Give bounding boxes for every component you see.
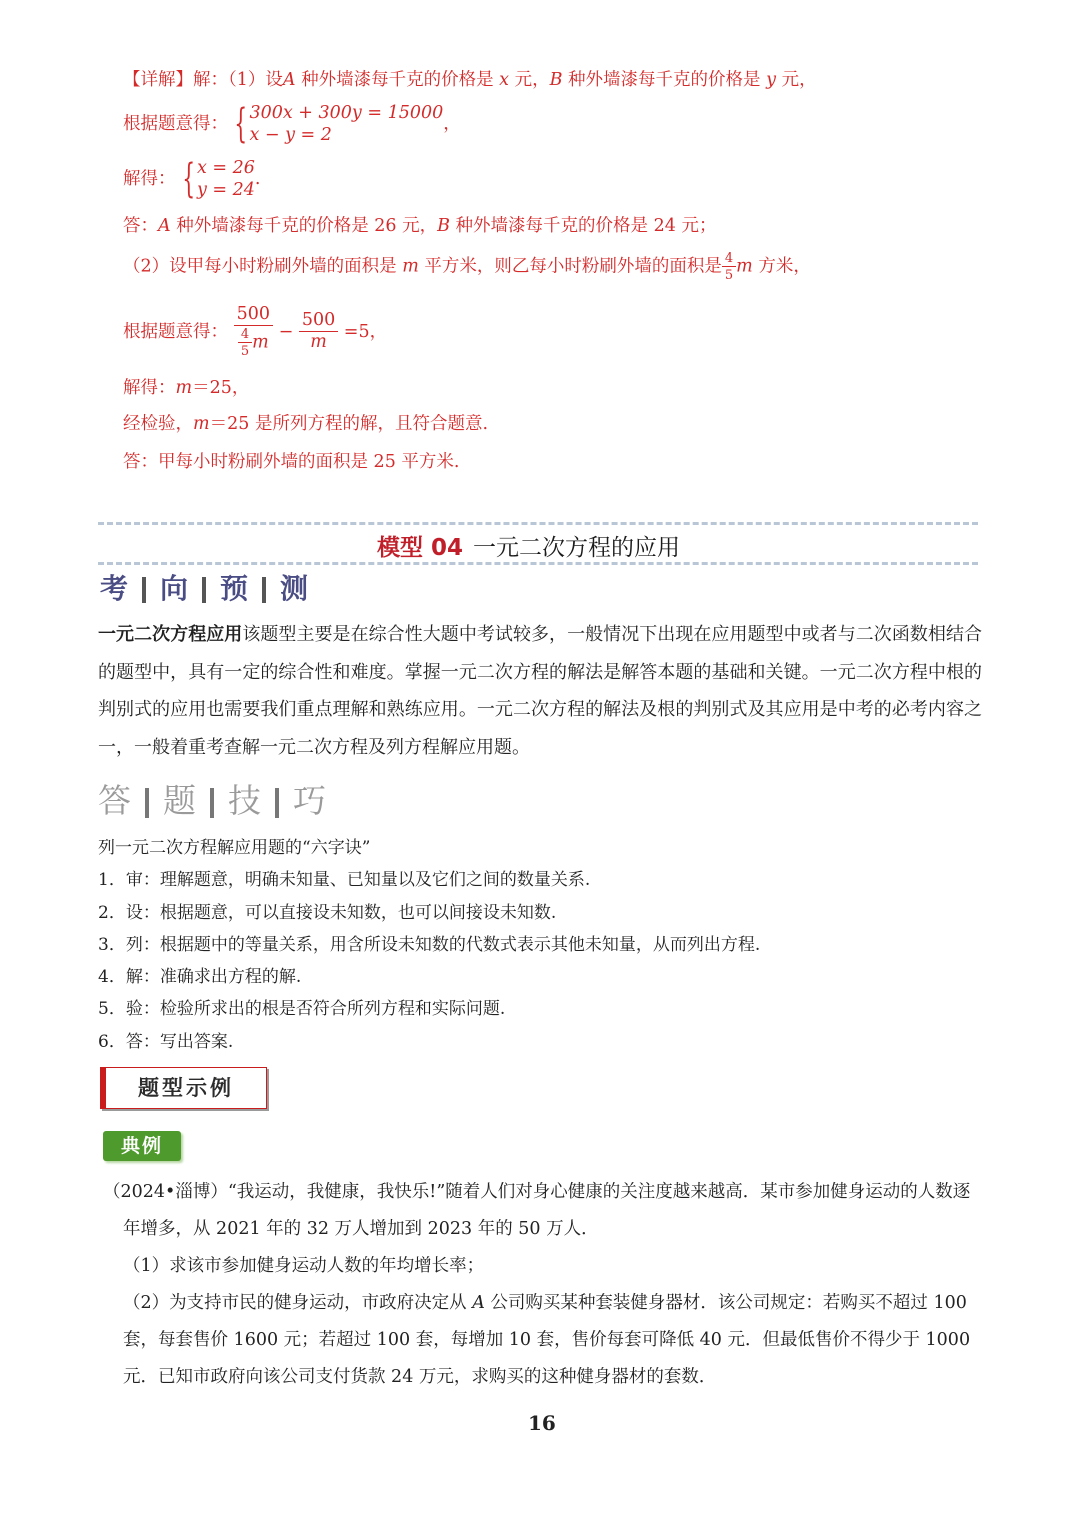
tips-heading: 答 题 技 巧 [98, 781, 326, 820]
model-divider-top [98, 522, 978, 525]
solution-line-1: 【详解】解：（1）设A 种外墙漆每千克的价格是 x 元，B 种外墙漆每千克的价格是 y 元， [123, 70, 817, 90]
list-item: 4．解：准确求出方程的解. [98, 967, 302, 988]
example-type-tag: 题型示例 [100, 1067, 267, 1109]
example-intro: （2024•淄博）“我运动，我健康，我快乐!”随着人们对身心健康的关注度越来越高．某市参加健身运动的人数逐年增多，从 2021 年的 32 万人增加到 2023 年的 50 万人． [103, 1182, 971, 1239]
solution-line-8: 经检验，m＝25 是所列方程的解，且符合题意. [123, 414, 489, 434]
forecast-bold-term: 一元二次方程应用 [98, 624, 243, 645]
forecast-paragraph: 一元二次方程应用该题型主要是在综合性大题中考试较多，一般情况下出现在应用题型中或者与二次函数相结合的题型中，具有一定的综合性和难度。掌握一元二次方程的解法是解答本题的基础和关键。一元二次方程中根的判别式的应用也需要我们重点理解和熟练应用。一元二次方程的解法及根的判别式及其应用是中考的必考内容之一，一般着重考查解一元二次方程及列方程解应用题。 [98, 624, 983, 758]
list-item: 6．答：写出答案. [98, 1031, 234, 1052]
solution-line-5: （2）设甲每小时粉刷外墙的面积是 m 平方米，则乙每小时粉刷外墙的面积是 $\frac{4}{5}$ m 方米， [123, 251, 811, 283]
list-item: 5．验：检验所求出的根是否符合所列方程和实际问题. [98, 999, 506, 1020]
list-item: 1．审：理解题意，明确未知量、已知量以及它们之间的数量关系. [98, 870, 591, 891]
example-question-2: （2）为支持市民的健身运动，市政府决定从 A 公司购买某种套装健身器材．该公司规定：若购买不超过 100 套，每套售价 1600 元；若超过 100 套，每增加 10 套，售价每套可降低 40 元．但最低售价不得少于 1000 元．已知市政府向该公司支付货款 24 万元，求购买的这种健身器材的套数． [123, 1293, 971, 1387]
example-question-1: （1）求该市参加健身运动人数的年均增长率； [123, 1256, 485, 1276]
solution-line-3: 解得： { x = 26 y = 24. [123, 156, 261, 202]
solution-line-2: 根据题意得： { 300x + 300y = 15000 x − y = 2， [123, 101, 461, 147]
list-item: 2．设：根据题意，可以直接设未知数，也可以间接设未知数. [98, 902, 557, 923]
forecast-heading: 考 向 预 测 [100, 572, 309, 605]
solution-line-4: 答：A 种外墙漆每千克的价格是 26 元，B 种外墙漆每千克的价格是 24 元； [123, 216, 717, 236]
typical-example-tag: 典例 [103, 1131, 181, 1161]
solution-line-9: 答：甲每小时粉刷外墙的面积是 25 平方米. [123, 452, 460, 472]
model-title [377, 529, 680, 562]
model-divider-bottom [98, 562, 978, 565]
list-item: 3．列：根据题中的等量关系，用含所设未知数的代数式表示其他未知量，从而列出方程. [98, 934, 761, 955]
solution-line-6: 根据题意得： 500 $\frac{4}{5}$ m − $\frac{500}{m}$ =5， [123, 304, 388, 359]
model-label: 模型 04 [377, 535, 464, 561]
model-heading: 一元二次方程的应用 [473, 535, 681, 561]
page-number: 16 [528, 1411, 556, 1435]
tips-intro: 列一元二次方程解应用题的“六字诀” [98, 838, 371, 858]
solution-line-7: 解得：m＝25， [123, 378, 250, 398]
tips-list [98, 832, 760, 1058]
